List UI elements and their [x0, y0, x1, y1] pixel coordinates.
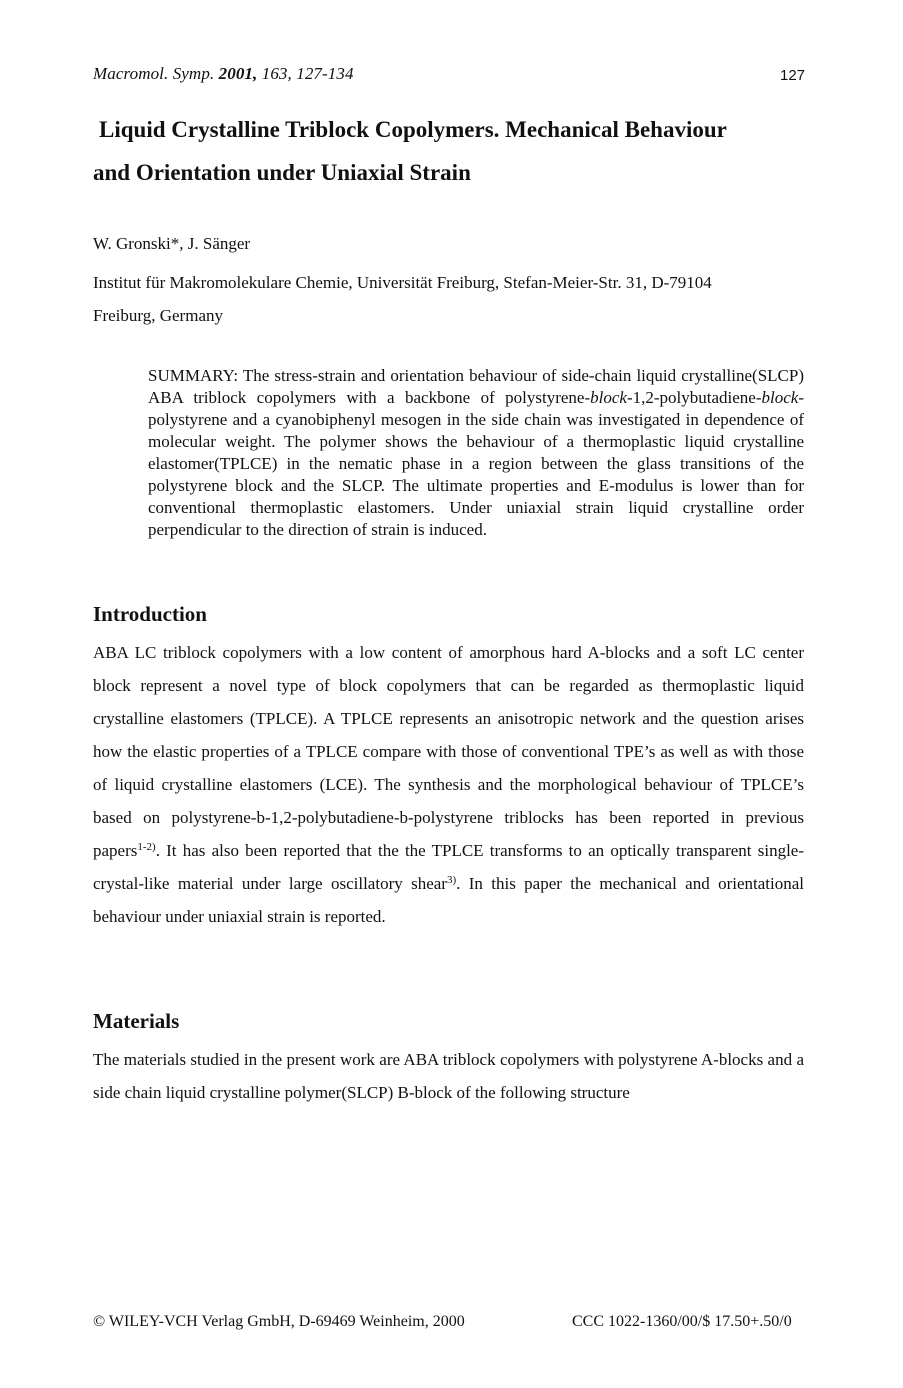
paper-title-line-1: Liquid Crystalline Triblock Copolymers. Mechanical Behaviour	[99, 117, 727, 142]
summary-text-3: -polystyrene and a cyanobiphenyl mesogen in the side chain was investigated in dependence of molecular weight. The polymer shows the behaviour of a thermoplastic liquid crystalline elastomer(TPLCE) in the nematic phase in a region between the glass transitions of the polystyrene block and the SLCP. The ultimate properties and E-modulus is lower than for conventional thermoplastic elastomers. Under uniaxial strain liquid crystalline order perpendicular to the direction of strain is induced.	[148, 388, 804, 539]
journal-name: Macromol. Symp.	[93, 64, 215, 83]
affiliation	[93, 266, 813, 332]
summary-text-1: SUMMARY: The stress-strain and orientation behaviour of side-chain liquid crystalline(SLCP) ABA triblock copolymers with a backbone of polystyrene-	[148, 366, 804, 407]
affiliation-line-2: Freiburg, Germany	[93, 306, 223, 325]
introduction-paragraph	[93, 636, 804, 933]
page-number: 127	[780, 67, 806, 84]
journal-year: 2001,	[218, 64, 258, 83]
materials-paragraph: The materials studied in the present work are ABA triblock copolymers with polystyrene A-blocks and a side chain liquid crystalline polymer(SLCP) B-block of the following structure	[93, 1050, 804, 1102]
journal-citation	[93, 64, 354, 84]
journal-volume-pages: 163, 127-134	[261, 64, 354, 83]
reference-3: 3)	[446, 874, 457, 886]
introduction-text-2: . It has also been reported that the the TPLCE transforms to an optically transparent single-crystal-like material under large oscillatory shear	[93, 841, 804, 893]
introduction-text-1: ABA LC triblock copolymers with a low content of amorphous hard A-blocks and a soft LC center block represent a novel type of block copolymers that can be regarded as thermoplastic liquid crystalline elastomers (TPLCE). A TPLCE represents an anisotropic network and the question arises how the elastic properties of a TPLCE compare with those of conventional TPE’s as well as with those of liquid crystalline elastomers (LCE). The synthesis and the morphological behaviour of TPLCE’s based on polystyrene-b-1,2-polybutadiene-b-polystyrene triblocks has been reported in previous papers	[93, 643, 804, 860]
summary-abstract	[148, 365, 804, 541]
authors: W. Gronski*, J. Sänger	[93, 234, 251, 253]
summary-text-2: -1,2-polybutadiene-	[626, 388, 762, 407]
footer-copyright: © WILEY-VCH Verlag GmbH, D-69469 Weinheim, 2000	[93, 1313, 465, 1330]
summary-italic-block-1: block	[590, 388, 627, 407]
affiliation-line-1: Institut für Makromolekulare Chemie, Universität Freiburg, Stefan-Meier-Str. 31, D-79104	[93, 273, 712, 292]
introduction-heading: Introduction	[93, 602, 207, 626]
reference-1-2: 1-2)	[137, 841, 156, 853]
footer-ccc-code: CCC 1022-1360/00/$ 17.50+.50/0	[572, 1313, 792, 1330]
paper-title-line-2: and Orientation under Uniaxial Strain	[93, 160, 471, 185]
materials-heading: Materials	[93, 1009, 180, 1033]
introduction-text-3: . In this paper the mechanical and orientational behaviour under uniaxial strain is reported.	[93, 874, 804, 926]
summary-italic-block-2: block	[761, 388, 799, 407]
